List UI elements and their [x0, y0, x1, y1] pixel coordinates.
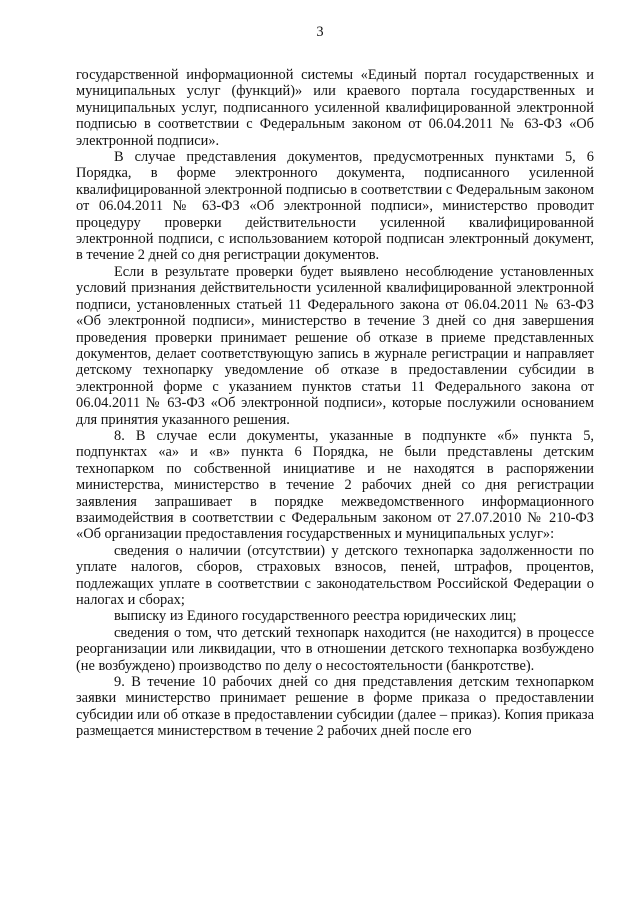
paragraph-signature-invalid: Если в результате проверки будет выявлено несоблюдение установленных условий признания действительности усиленной квалифицированной электронной подписи, установленных статьей 11 Федерального закона от 06.04.2011 № 63-ФЗ «Об электронной подписи», министерство в течение 3 дней со дня завершения проведения проверки принимает решение об отказе в приеме представленных документов, делает соответствующую запись в журнале регистрации и направляет детскому технопарку уведомление об отказе в предоставлении субсидии в электронной форме с указанием пунктов статьи 11 Федерального закона от 06.04.2011 № 63-ФЗ «Об электронной подписи», которые послужили основанием для принятия указанного решения.	[76, 263, 594, 428]
page-number: 3	[316, 24, 324, 40]
document-body	[76, 67, 594, 740]
paragraph-item-8: 8. В случае если документы, указанные в подпункте «б» пункта 5, подпунктах «а» и «в» пункта 6 Порядка, не были представлены детским технопарком по собственной инициативе и не находятся в распоряжении министерства, министерство в течение 2 рабочих дней со дня регистрации заявления запрашивает в порядке межведомственного информационного взаимодействия в соответствии с Федеральным законом от 27.07.2010 № 210-ФЗ «Об организации предоставления государственных и муниципальных услуг»:	[76, 427, 594, 543]
paragraph-egrul-extract: выписку из Единого государственного реестра юридических лиц;	[114, 608, 517, 625]
paragraph-item-9: 9. В течение 10 рабочих дней со дня представления детским технопарком заявки министерство принимает решение в форме приказа о предоставлении субсидии или об отказе в предоставлении субсидии (далее – приказ). Копия приказа размещается министерством в течение 2 рабочих дней после его	[76, 674, 594, 740]
paragraph-reorganization-info: сведения о том, что детский технопарк находится (не находится) в процессе реорганизации или ликвидации, что в отношении детского технопарка возбуждено (не возбуждено) производство по делу о несостоятельности (банкротстве).	[76, 624, 594, 674]
paragraph-continuation: государственной информационной системы «Единый портал государственных и муниципальных услуг (функций)» или краевого портала государственных и муниципальных услуг, подписанного усиленной квалифицированной электронной подписью в соответствии с Федеральным законом от 06.04.2011 № 63-ФЗ «Об электронной подписи».	[76, 67, 594, 149]
paragraph-tax-debt-info: сведения о наличии (отсутствии) у детского технопарка задолженности по уплате налогов, сборов, страховых взносов, пеней, штрафов, процентов, подлежащих уплате в соответствии с законодательством Российской Федерации о налогах и сборах;	[76, 542, 594, 608]
paragraph-electronic-signature-check: В случае представления документов, предусмотренных пунктами 5, 6 Порядка, в форме электронного документа, подписанного усиленной квалифицированной электронной подписью в соответствии с Федеральным законом от 06.04.2011 № 63-ФЗ «Об электронной подписи», министерство проводит процедуру проверки действительности усиленной квалифицированной электронной подписи, с использованием которой подписан электронный документ, в течение 2 дней со дня регистрации документов.	[76, 149, 594, 264]
